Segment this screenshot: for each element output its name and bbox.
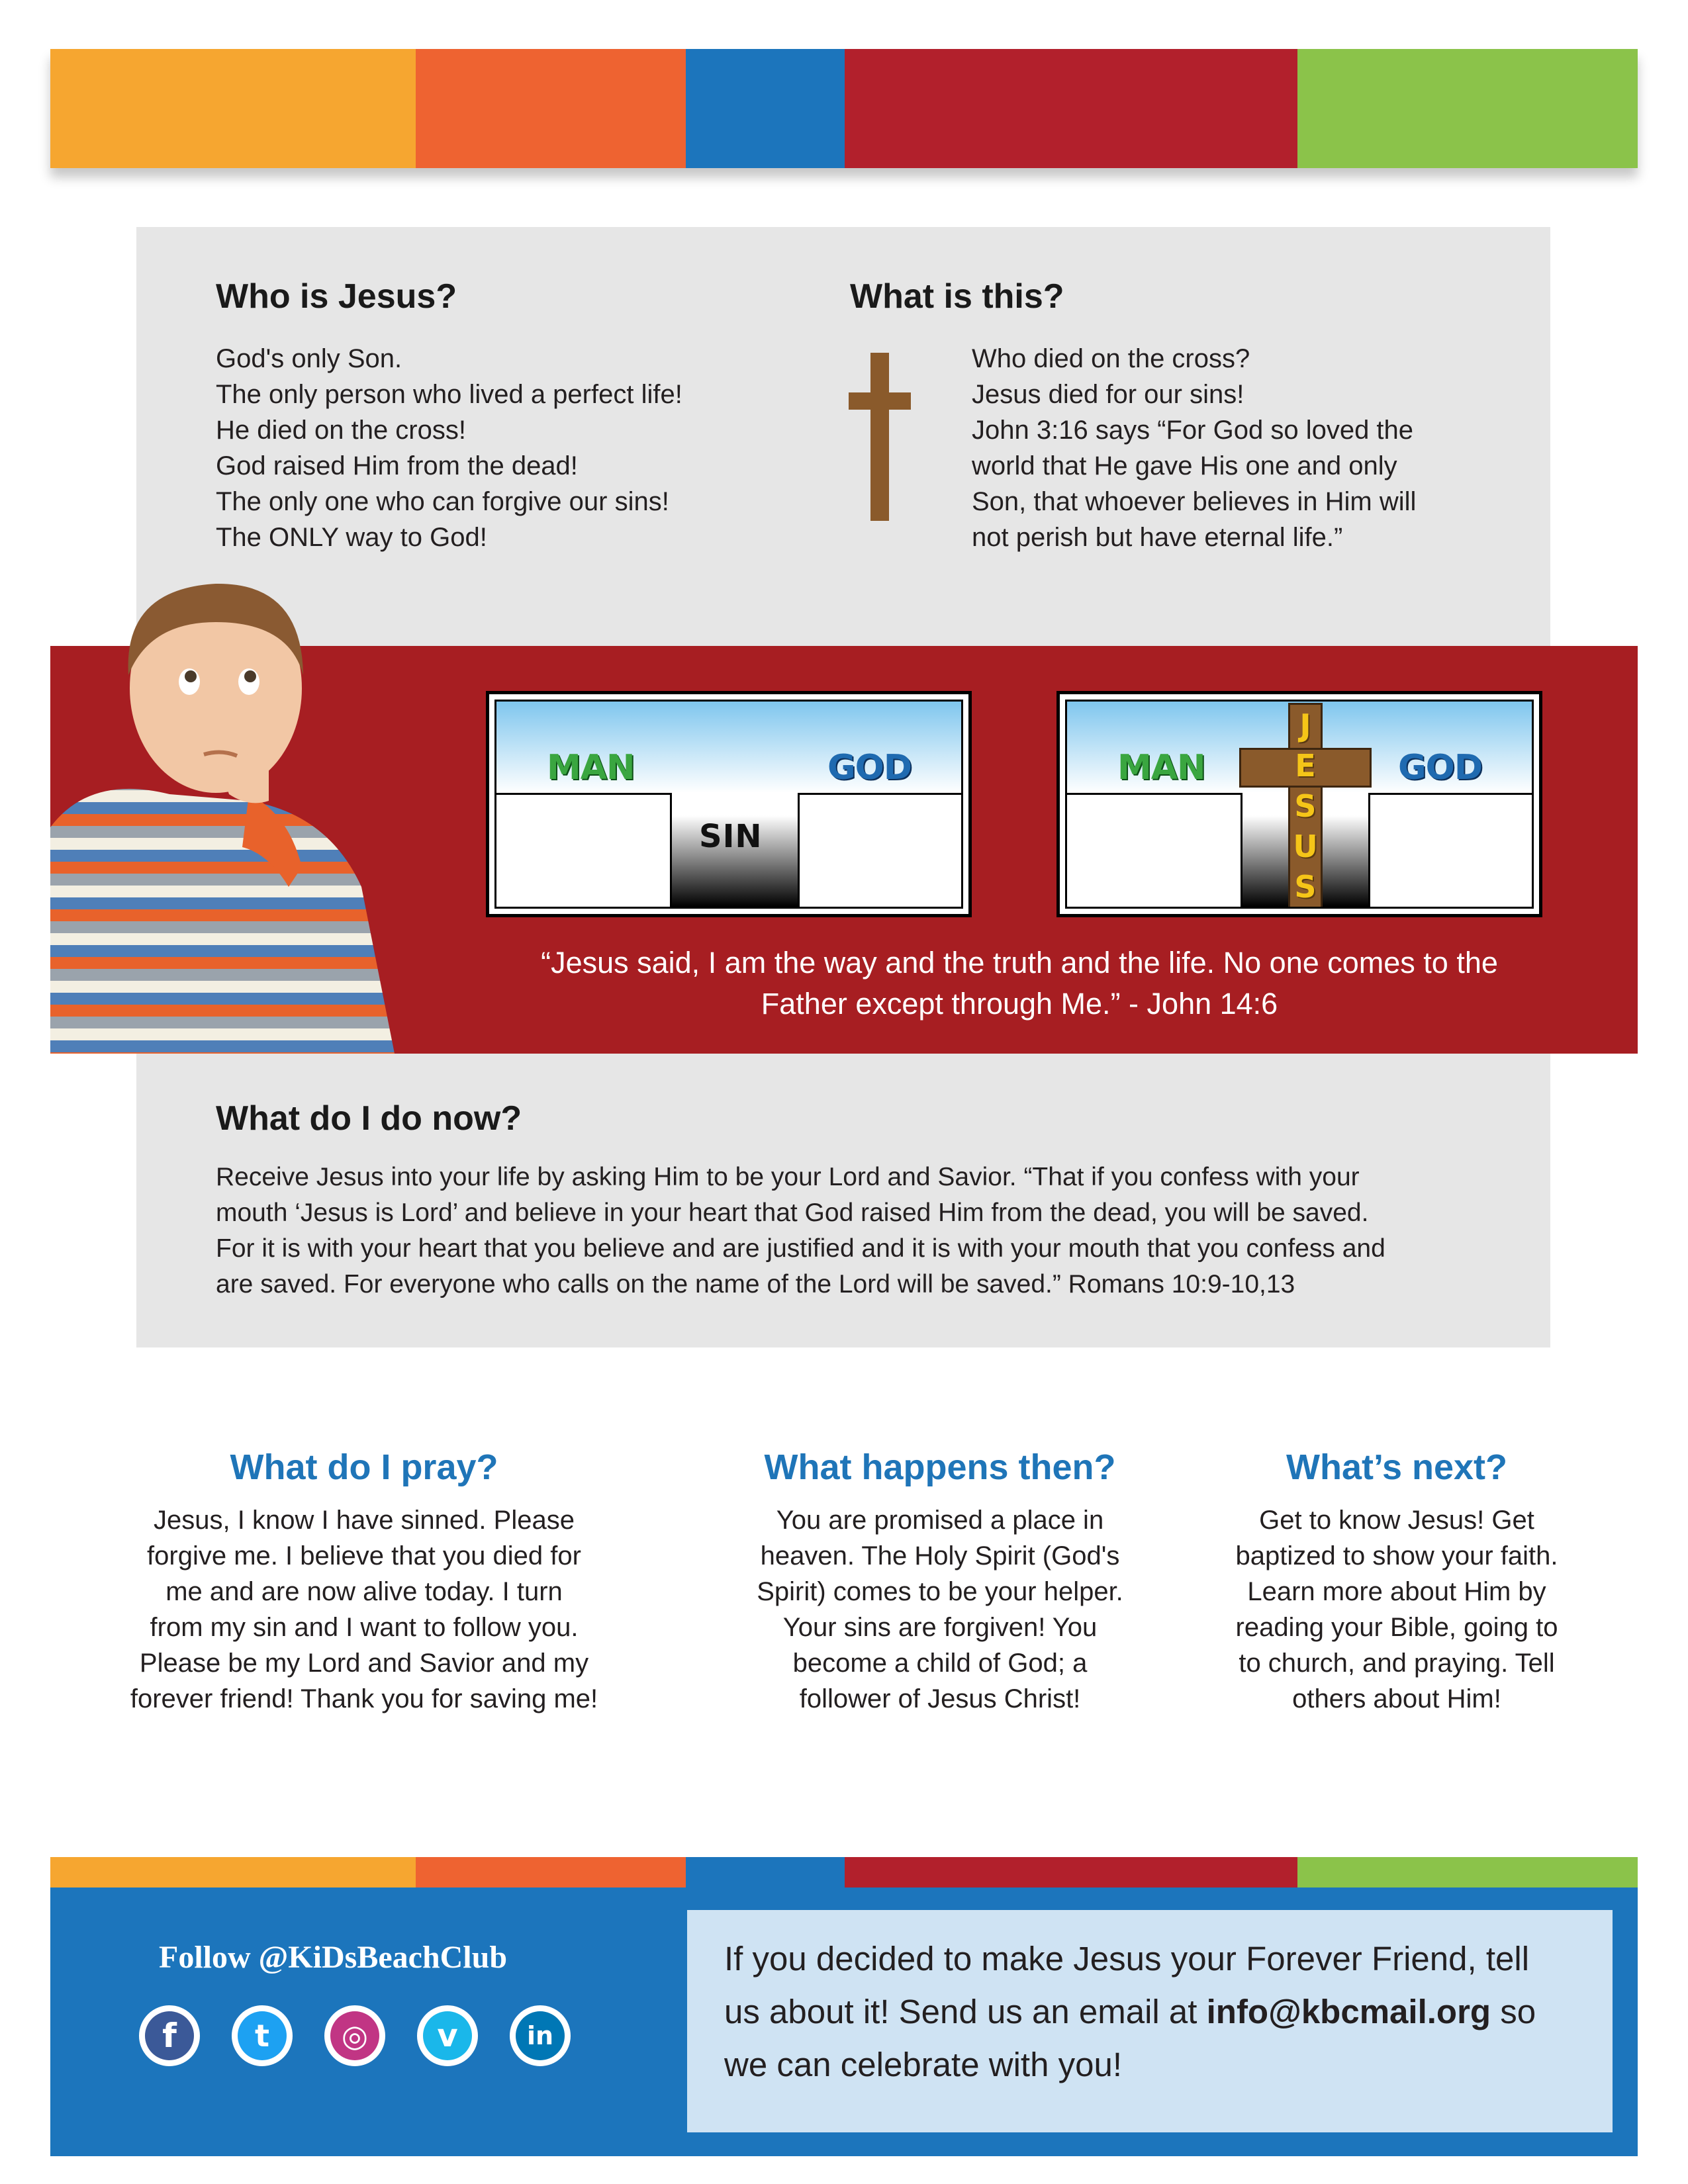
what-is-this-text xyxy=(972,341,1541,555)
callout-text: so xyxy=(1491,1993,1536,2030)
what-do-i-do-now-heading: What do I do now? xyxy=(216,1099,522,1138)
text-line: heaven. The Holy Spirit (God's xyxy=(760,1541,1120,1570)
text-line: The only person who lived a perfect life! xyxy=(216,380,682,409)
what-do-i-do-now-text xyxy=(216,1160,1513,1302)
text-line: Son, that whoever believes in Him will xyxy=(972,487,1417,516)
callout-text: us about it! Send us an email at xyxy=(724,1993,1207,2030)
god-label: GOD xyxy=(1398,748,1483,788)
text-line: others about Him! xyxy=(1292,1684,1501,1713)
text-line: The only one who can forgive our sins! xyxy=(216,487,669,516)
text-line: me and are now alive today. I turn xyxy=(165,1577,563,1606)
cross-icon xyxy=(849,353,911,521)
text-line: You are promised a place in xyxy=(776,1506,1104,1535)
text-line: forgive me. I believe that you died for xyxy=(147,1541,581,1570)
vimeo-link[interactable] xyxy=(417,2005,478,2066)
vimeo-icon: v xyxy=(423,2011,472,2060)
jesus-letter: S xyxy=(1294,869,1317,905)
happens-then-text xyxy=(702,1502,1178,1717)
whats-next-column xyxy=(1185,1447,1609,1717)
john-14-6-quote xyxy=(424,942,1615,1024)
jesus-letter: S xyxy=(1294,788,1317,824)
linkedin-link[interactable] xyxy=(510,2005,571,2066)
sin-gap-diagram xyxy=(486,691,972,917)
text-line: not perish but have eternal life.” xyxy=(972,523,1343,552)
man-label: MAN xyxy=(1117,748,1205,788)
bar-segment-blue xyxy=(686,1857,845,1888)
top-color-bar xyxy=(50,49,1638,168)
callout-line: If you decided to make Jesus your Forever Friend, tell xyxy=(724,1940,1530,1978)
diagram-frame xyxy=(494,700,963,909)
text-line: Jesus died for our sins! xyxy=(972,380,1244,409)
text-line: God raised Him from the dead! xyxy=(216,451,578,480)
text-line: follower of Jesus Christ! xyxy=(799,1684,1081,1713)
contact-callout xyxy=(687,1910,1613,2132)
man-cliff xyxy=(1067,793,1241,907)
text-line: reading your Bible, going to xyxy=(1235,1613,1558,1642)
twitter-icon: t xyxy=(238,2011,287,2060)
bar-segment-red xyxy=(845,49,1297,168)
bar-segment-orange xyxy=(50,49,416,168)
bar-segment-orange xyxy=(50,1857,416,1888)
bar-segment-green xyxy=(1297,1857,1638,1888)
instagram-icon: ◎ xyxy=(330,2011,379,2060)
bar-segment-blue xyxy=(686,49,845,168)
god-cliff xyxy=(1370,793,1532,907)
god-label: GOD xyxy=(827,748,912,788)
jesus-letter: J xyxy=(1299,707,1311,743)
email-link[interactable]: info@kbcmail.org xyxy=(1206,1993,1491,2030)
what-is-this-heading: What is this? xyxy=(850,277,1064,316)
bar-segment-red xyxy=(845,1857,1297,1888)
thinking-boy-illustration xyxy=(50,576,421,1054)
pray-column xyxy=(86,1447,642,1717)
text-line: from my sin and I want to follow you. xyxy=(150,1613,579,1642)
twitter-link[interactable] xyxy=(232,2005,293,2066)
whats-next-heading: What’s next? xyxy=(1286,1447,1508,1487)
who-is-jesus-heading: Who is Jesus? xyxy=(216,277,457,316)
quote-line: “Jesus said, I am the way and the truth and the life. No one comes to the xyxy=(541,946,1498,979)
jesus-letters xyxy=(1288,705,1323,907)
bar-segment-green xyxy=(1297,49,1638,168)
text-line: forever friend! Thank you for saving me! xyxy=(130,1684,598,1713)
text-line: world that He gave His one and only xyxy=(972,451,1397,480)
text-line: The ONLY way to God! xyxy=(216,523,487,552)
bar-segment-red-orange xyxy=(416,49,686,168)
text-line: Receive Jesus into your life by asking Him to be your Lord and Savior. “That if you confess with your xyxy=(216,1163,1360,1191)
whats-next-text xyxy=(1185,1502,1609,1717)
pray-heading: What do I pray? xyxy=(230,1447,498,1487)
text-line: to church, and praying. Tell xyxy=(1239,1649,1555,1678)
instagram-link[interactable] xyxy=(324,2005,385,2066)
god-cliff xyxy=(800,793,961,907)
diagram-frame xyxy=(1065,700,1534,909)
jesus-bridge-diagram xyxy=(1056,691,1542,917)
bar-segment-red-orange xyxy=(416,1857,686,1888)
text-line: Your sins are forgiven! You xyxy=(782,1613,1098,1642)
who-is-jesus-text xyxy=(216,341,812,555)
callout-line: we can celebrate with you! xyxy=(724,2046,1122,2083)
text-line: Spirit) comes to be your helper. xyxy=(757,1577,1123,1606)
follow-handle: Follow @KiDsBeachClub xyxy=(159,1940,508,1975)
jesus-letter: E xyxy=(1295,748,1316,784)
facebook-icon: f xyxy=(145,2011,194,2060)
text-line: He died on the cross! xyxy=(216,416,466,445)
quote-line: Father except through Me.” - John 14:6 xyxy=(761,987,1278,1021)
text-line: Who died on the cross? xyxy=(972,344,1250,373)
sin-label: SIN xyxy=(699,818,763,855)
text-line: Learn more about Him by xyxy=(1247,1577,1546,1606)
linkedin-icon: in xyxy=(516,2011,565,2060)
bottom-color-bar xyxy=(50,1857,1638,1888)
text-line: God's only Son. xyxy=(216,344,402,373)
man-cliff xyxy=(496,793,670,907)
happens-then-heading: What happens then? xyxy=(764,1447,1116,1487)
text-line: mouth ‘Jesus is Lord’ and believe in your heart that God raised Him from the dead, you will be saved. xyxy=(216,1199,1369,1227)
text-line: Get to know Jesus! Get xyxy=(1259,1506,1534,1535)
text-line: are saved. For everyone who calls on the name of the Lord will be saved.” Romans 10:9-10,13 xyxy=(216,1270,1295,1298)
text-line: For it is with your heart that you believe and are justified and it is with your mouth that you confess and xyxy=(216,1234,1385,1263)
facebook-link[interactable] xyxy=(139,2005,200,2066)
callout-line xyxy=(724,1985,1575,2038)
man-label: MAN xyxy=(547,748,635,788)
jesus-letter: U xyxy=(1293,829,1318,864)
text-line: Jesus, I know I have sinned. Please xyxy=(154,1506,575,1535)
text-line: Please be my Lord and Savior and my xyxy=(139,1649,589,1678)
text-line: baptized to show your faith. xyxy=(1235,1541,1558,1570)
pray-text xyxy=(86,1502,642,1717)
happens-then-column xyxy=(702,1447,1178,1717)
text-line: John 3:16 says “For God so loved the xyxy=(972,416,1414,445)
text-line: become a child of God; a xyxy=(792,1649,1088,1678)
